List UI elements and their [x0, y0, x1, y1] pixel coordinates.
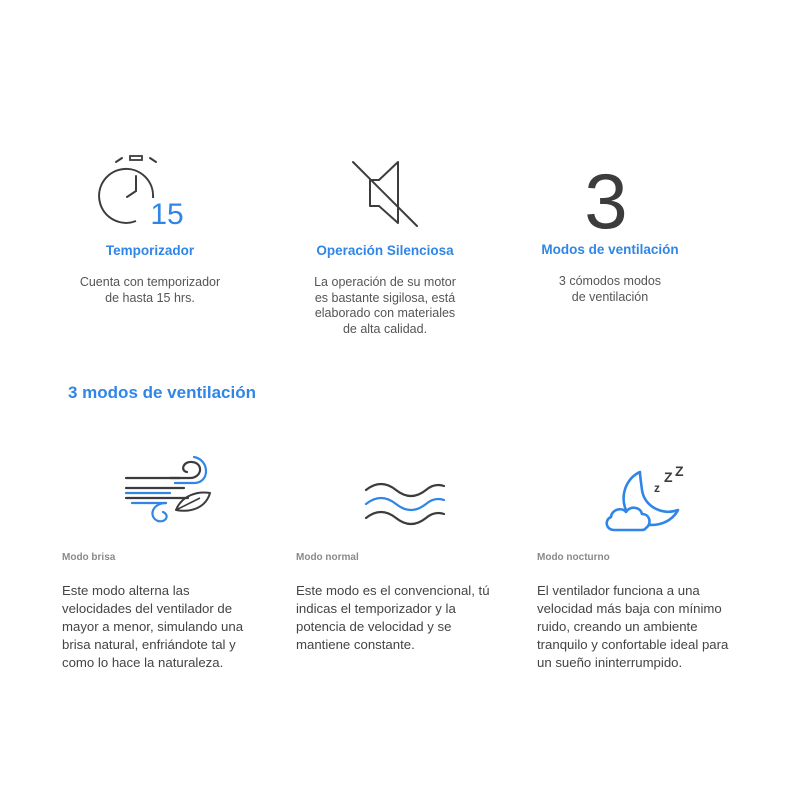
mode-description: Este modo alterna las velocidades del ventilador de mayor a menor, simulando una brisa natural, enfriándote tal y como lo hace la naturaleza. [62, 583, 244, 670]
number-three-icon [510, 150, 710, 245]
feature-description: Cuenta con temporizador de hasta 15 hrs. [79, 275, 221, 305]
mode-label: Modo nocturno [537, 552, 610, 563]
feature-title: Modos de ventilación [541, 242, 679, 257]
feature-silent [285, 150, 485, 340]
three-number: 3 [584, 157, 628, 245]
feature-title: Temporizador [105, 243, 195, 258]
moon-cloud-icon [600, 462, 700, 542]
svg-text:Z: Z [664, 469, 673, 485]
waves-icon [360, 478, 450, 528]
timer-number: 15 [150, 198, 184, 231]
timer-icon [50, 150, 250, 230]
feature-modes [510, 150, 710, 320]
svg-text:z: z [654, 481, 660, 495]
mode-description: El ventilador funciona a una velocidad más baja con mínimo ruido, creando un ambiente tranquilo y confortable ideal para un sueño ininterrumpido. [537, 583, 729, 670]
mute-speaker-icon [285, 150, 485, 235]
mode-label: Modo brisa [62, 552, 116, 563]
mode-description: Este modo es el convencional, tú indicas el temporizador y la potencia de velocidad y se mantiene constante. [296, 583, 490, 652]
svg-text:Z: Z [675, 463, 684, 479]
wind-leaf-icon [110, 455, 240, 535]
feature-timer [50, 150, 250, 320]
section-title: 3 modos de ventilación [68, 383, 256, 402]
feature-description: La operación de su motor es bastante sigilosa, está elaborado con materiales de alta calidad. [314, 275, 456, 336]
mode-label: Modo normal [296, 552, 359, 563]
feature-title: Operación Silenciosa [316, 243, 454, 258]
feature-description: 3 cómodos modos de ventilación [558, 274, 662, 304]
